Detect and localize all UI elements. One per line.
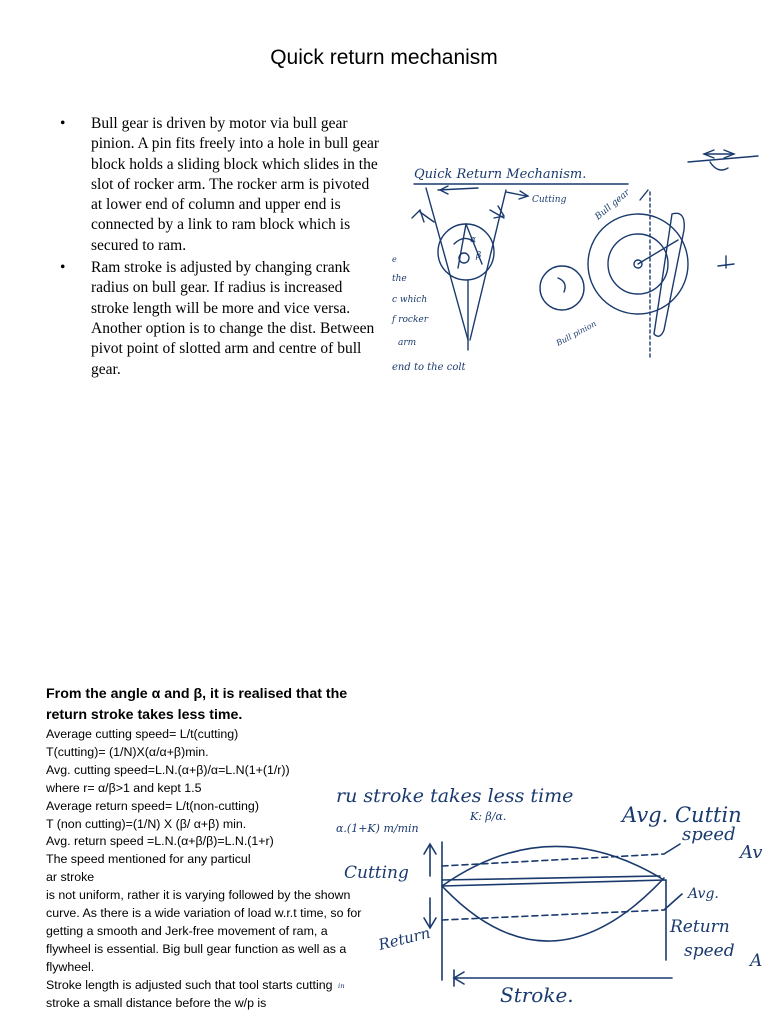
formula-2: K: β/α. bbox=[470, 810, 507, 823]
label-cutting-axis: Cutting bbox=[344, 863, 409, 883]
label-av: Av bbox=[740, 842, 763, 863]
notes-line-3: Avg. cutting speed=L.N.(α+β)/α=L.N(1+(1/r)) bbox=[46, 762, 290, 777]
label-alpha: α bbox=[470, 235, 477, 245]
label-a: A bbox=[750, 951, 763, 971]
notes-line-4: where r= α/β>1 and kept 1.5 bbox=[46, 780, 202, 795]
label-avg-cutting-1: Avg. Cuttin bbox=[622, 803, 742, 827]
label-avg-cutting-2: speed bbox=[682, 824, 736, 845]
label-return-axis: Return bbox=[376, 923, 433, 954]
bullet-item bbox=[60, 258, 380, 380]
label-stroke: Stroke. bbox=[500, 983, 574, 1007]
bullet-item bbox=[60, 114, 380, 256]
notes-line-9: ar stroke bbox=[46, 870, 95, 885]
notes-line-11: Stroke length is adjusted such that tool starts cutting stroke a small distance before the w/p is bbox=[46, 977, 333, 1010]
bullet-symbol: • bbox=[60, 115, 66, 132]
formula-1: α.(1+K) m/min bbox=[336, 822, 419, 835]
label-avg-return-3: speed bbox=[684, 941, 735, 961]
notes-heading: From the angle α and β, it is realised that the return stroke takes less time. bbox=[46, 686, 348, 723]
bullet-list bbox=[60, 114, 380, 382]
bullet-text-2: Ram stroke is adjusted by changing crank radius on bull gear. If radius is increased stroke length will be more and vice versa. Another option is to change the dist. Between pivot point of slotted arm and centre of bull gear. bbox=[91, 259, 375, 378]
label-avg-return-2: Return bbox=[670, 917, 730, 937]
notes-line-8: The speed mentioned for any particul bbox=[46, 852, 251, 867]
left-note-2: the bbox=[392, 274, 407, 284]
label-avg-return-1: Avg. bbox=[688, 886, 719, 902]
notes-line-7: Avg. return speed =L.N.(α+β/β)=L.N.(1+r) bbox=[46, 834, 274, 849]
notes-line-2: T(cutting)= (1/N)X(α/α+β)min. bbox=[46, 744, 209, 759]
mechanism-sketch bbox=[388, 140, 768, 390]
notes-line-5: Average return speed= L/t(non-cutting) bbox=[46, 798, 259, 813]
bullet-text-1: Bull gear is driven by motor via bull gear pinion. A pin fits freely into a hole in bull gear block holds a sliding block which slides in the slot of rocker arm. The rocker arm is pivoted at lower end of column and upper end is connected by a link to ram block which is secured to ram. bbox=[91, 115, 379, 254]
sketch-heading: Quick Return Mechanism. bbox=[414, 167, 587, 182]
left-note-4: f rocker bbox=[392, 315, 429, 325]
notes-line-6: T (non cutting)=(1/N) X (β/ α+β) min. bbox=[46, 816, 247, 831]
label-beta: β bbox=[476, 251, 482, 261]
speed-curve-sketch bbox=[330, 770, 768, 1024]
left-note-3: c which bbox=[392, 295, 428, 305]
label-cutting: Cutting bbox=[532, 195, 567, 205]
notes-line-1: Average cutting speed= L/t(cutting) bbox=[46, 727, 239, 741]
top-text: ru stroke takes less time bbox=[336, 785, 574, 807]
left-note-1: e bbox=[392, 255, 397, 264]
page-title: Quick return mechanism bbox=[270, 46, 498, 69]
label-bull-pinion: Bull pinion bbox=[554, 319, 598, 348]
label-bull-gear: Bull gear bbox=[593, 187, 632, 223]
margin-mark: ᵢₙ bbox=[338, 978, 345, 991]
left-note-6: end to the colt bbox=[392, 362, 466, 373]
left-note-5: arm bbox=[398, 338, 417, 348]
notes-line-10: is not uniform, rather it is varying followed by the shown curve. As there is a wide variation of load w.r.t time, so for getting a smooth and Jerk-free movement of ram, a flywheel is essential. Big bull gear function as well as a flywheel. bbox=[46, 888, 362, 974]
bullet-symbol: • bbox=[60, 259, 66, 277]
speed-notes bbox=[46, 684, 366, 1013]
